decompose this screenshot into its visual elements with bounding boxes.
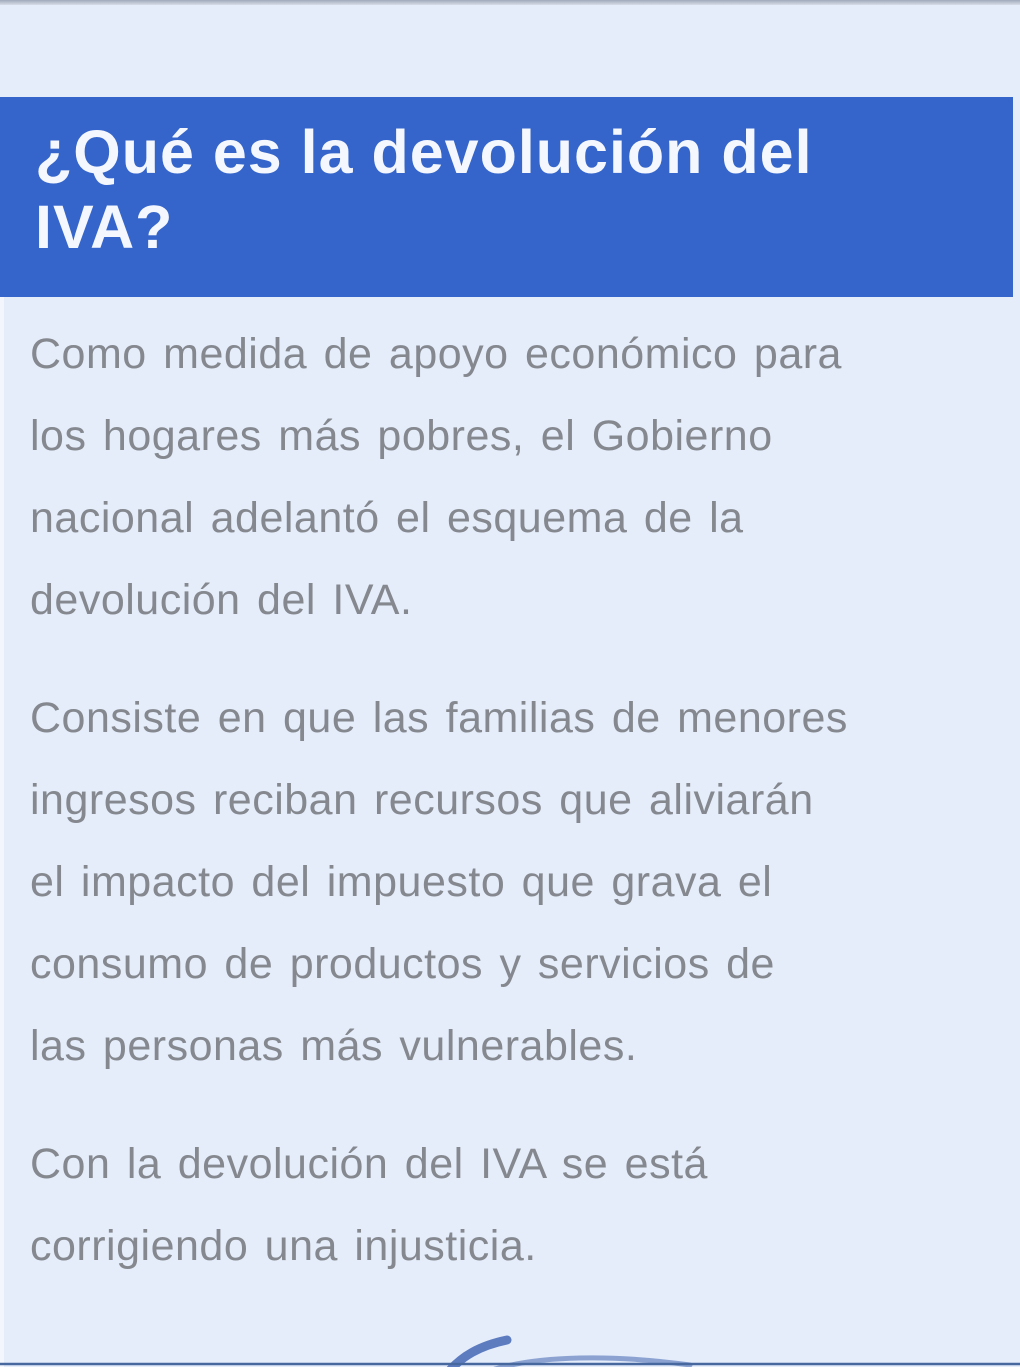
text-line: los hogares más pobres, el Gobierno	[30, 412, 773, 460]
paragraph	[30, 313, 990, 641]
page-title-line-2: IVA?	[35, 193, 174, 261]
text-line: nacional adelantó el esquema de la	[30, 494, 744, 542]
secondary-arc	[495, 1358, 690, 1367]
title-banner	[0, 97, 1013, 297]
text-line: corrigiendo una injusticia.	[30, 1222, 537, 1270]
article-body	[0, 297, 1020, 1287]
text-line: Con la devolución del IVA se está	[30, 1140, 708, 1188]
top-edge-strip	[0, 0, 1020, 5]
text-line: consumo de productos y servicios de	[30, 940, 775, 988]
page-title	[35, 115, 983, 265]
paragraph	[30, 1123, 990, 1287]
paragraph	[30, 677, 990, 1087]
text-line: devolución del IVA.	[30, 576, 413, 624]
swoosh-curve-graphic	[0, 1322, 1020, 1367]
text-line: Como medida de apoyo económico para	[30, 330, 842, 378]
page-title-line-1: ¿Qué es la devolución del	[35, 118, 813, 186]
text-line: el impacto del impuesto que grava el	[30, 858, 773, 906]
text-line: las personas más vulnerables.	[30, 1022, 638, 1070]
left-edge-strip	[0, 297, 4, 1367]
text-line: ingresos reciban recursos que aliviarán	[30, 776, 814, 824]
text-line: Consiste en que las familias de menores	[30, 694, 848, 742]
